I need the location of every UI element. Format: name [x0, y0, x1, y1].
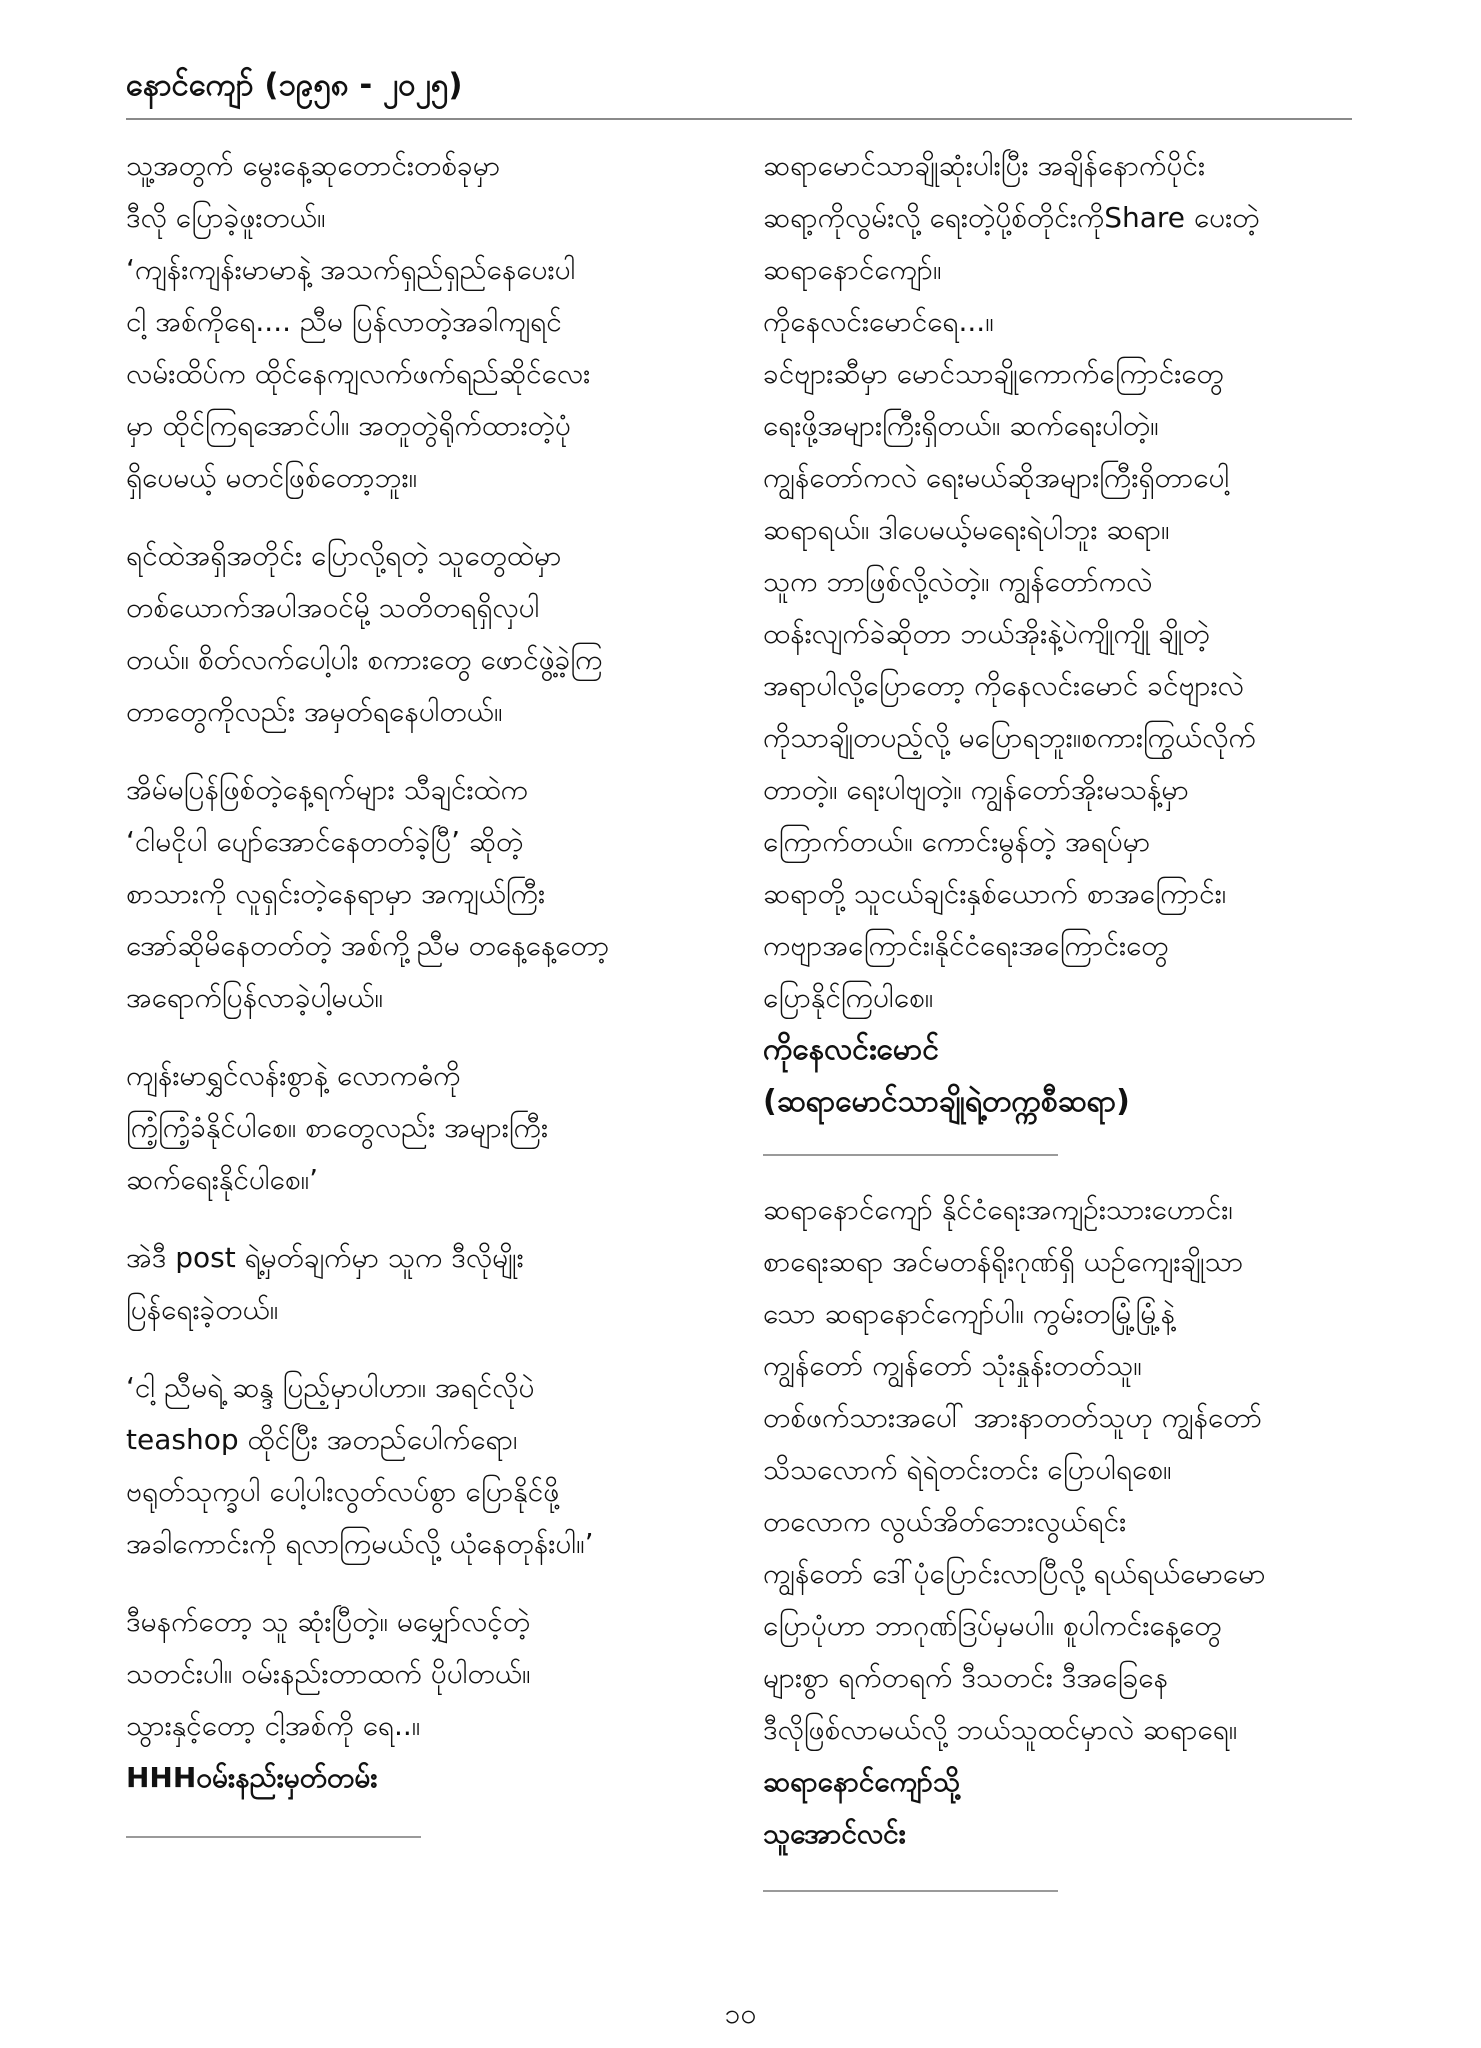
- text-line: ဆက်ရေးနိုင်ပါစေ။’: [126, 1163, 318, 1196]
- text-line: ကျန်းမာရွှင်လန်းစွာနဲ့ လောကဓံကို: [126, 1059, 461, 1092]
- text-line: တယ်။ စိတ်လက်ပေါ့ပါး စကားတွေ ဖောင်ဖွဲ့ခဲ့ကြ: [126, 643, 603, 676]
- paragraph-share-memory: [763, 140, 1363, 1128]
- text-line: ခင်ဗျားဆီမှာ မောင်သာချိုကောက်ကြောင်းတွေ: [763, 357, 1224, 390]
- section-divider: [763, 1890, 1058, 1892]
- text-line: တလောက လွယ်အိတ်ဘေးလွယ်ရင်း: [763, 1505, 1127, 1538]
- closing-dedication: ဆရာနောင်ကျော်သို့: [763, 1765, 961, 1798]
- text-line: ကြံ့ကြံ့ခံနိုင်ပါစေ။ စာတွေလည်း အများကြီး: [126, 1111, 549, 1144]
- text-line: အခါကောင်းကို ရလာကြမယ်လို့ ယုံနေတုန်းပါ။’: [126, 1527, 594, 1560]
- text-line: ကြောက်တယ်။ ကောင်းမွန်တဲ့ အရပ်မှာ: [763, 825, 1151, 858]
- running-header: နောင်ကျော် (၁၉၅၈ - ၂၀၂၅): [126, 67, 463, 103]
- text-line: ဆရာ့ကိုလွမ်းလို့ ရေးတဲ့ပို့စ်တိုင်းကိုShare ပေးတဲ့: [763, 201, 1260, 234]
- page-number: ၁၀: [724, 1997, 757, 2030]
- text-line: တစ်ဖက်သားအပေါ် အားနာတတ်သူဟု ကျွန်တော်: [763, 1401, 1263, 1434]
- text-line: ‘ငါမငိုပါ ပျော်အောင်နေတတ်ခဲ့ပြီ’ ဆိုတဲ့: [126, 825, 524, 858]
- text-line: အော်ဆိုမိနေတတ်တဲ့ အစ်ကို့ညီမ တနေ့နေ့တော့: [126, 929, 610, 962]
- english-word-post: post: [175, 1241, 236, 1274]
- text-line: ဒီလိုဖြစ်လာမယ်လို့ ဘယ်သူထင်မှာလဲ ဆရာရေ။: [763, 1713, 1238, 1746]
- text-line: ရေးဖို့အများကြီးရှိတယ်။ ဆက်ရေးပါတဲ့။: [763, 409, 1159, 442]
- text-line: တစ်ယောက်အပါအဝင်မို့ သတိတရရှိလှပါ: [126, 591, 540, 624]
- text-line: တာတွေကိုလည်း အမှတ်ရနေပါတယ်။: [126, 695, 503, 728]
- paragraph-farewell: [126, 1596, 716, 1804]
- text-line: ငါ့ အစ်ကိုရေ.... ညီမ ပြန်လာတဲ့အခါကျရင်: [126, 305, 562, 338]
- text-line: ‘ကျန်းကျန်းမာမာနဲ့ အသက်ရှည်ရှည်နေပေးပါ: [126, 253, 576, 286]
- text-line: မှာ ထိုင်ကြရအောင်ပါ။ အတူတွဲရိုက်ထားတဲ့ပုံ: [126, 409, 571, 442]
- text-line: [126, 1232, 716, 1284]
- section-divider: [126, 1836, 421, 1838]
- text-line: သွားနှင့်တော့ ငါ့အစ်ကို ရေ..။: [126, 1709, 421, 1742]
- paragraph-memories: [126, 530, 716, 738]
- author-affiliation: (ဆရာမောင်သာချိုရဲ့တက္ကစီဆရာ): [763, 1084, 1130, 1119]
- right-column: [763, 140, 1363, 1892]
- text-segment: ထိုင်ပြီး အတည်ပေါက်ရော၊: [238, 1423, 518, 1456]
- section-divider: [763, 1154, 1058, 1156]
- text-line: ကျွန်တော် ကျွန်တော် သုံးနှုန်းတတ်သူ။: [763, 1349, 1142, 1382]
- author-signature: HHHဝမ်းနည်းမှတ်တမ်း: [126, 1761, 378, 1794]
- paragraph-birthday-wish: [126, 140, 716, 504]
- text-segment: ရဲ့မှတ်ချက်မှာ သူက ဒီလိုမျိုး: [235, 1241, 524, 1274]
- text-line: အရောက်ပြန်လာခဲ့ပါ့မယ်။: [126, 981, 384, 1014]
- text-line: ကိုသာချိုတပည့်လို့ မပြောရဘူး။စကားကြွယ်လိုက်: [763, 721, 1256, 754]
- text-line: ဆရာမောင်သာချိုဆုံးပါးပြီး အချိန်နောက်ပိုင်း: [763, 149, 1206, 182]
- text-line: ဒီမနက်တော့ သူ ဆုံးပြီတဲ့။ မမျှော်လင့်တဲ့: [126, 1605, 531, 1638]
- text-line: [126, 1414, 716, 1466]
- paragraph-song-lyrics: [126, 764, 716, 1024]
- text-line: ပြန်ရေးခဲ့တယ်။: [126, 1293, 279, 1326]
- text-line: ရှိပေမယ့် မတင်ဖြစ်တော့ဘူး။: [126, 461, 418, 494]
- text-line: ဆရာရယ်။ ဒါပေမယ့်မရေးရဲပါဘူး ဆရာ။: [763, 513, 1170, 546]
- text-line: ကိုနေလင်းမောင်ရေ...။: [763, 305, 994, 338]
- text-line: ကျွန်တော် ဒေါ်ပုံပြောင်းလာပြီလို့ ရယ်ရယ်မောမော: [763, 1557, 1266, 1590]
- text-segment: အဲဒီ: [126, 1241, 176, 1274]
- text-line: ဒီလို ပြောခဲ့ဖူးတယ်။: [126, 201, 326, 234]
- text-line: ပြောနိုင်ကြပါစေ။: [763, 981, 934, 1014]
- text-line: သိသလောက် ရဲရဲတင်းတင်း ပြောပါရစေ။: [763, 1453, 1172, 1486]
- text-line: ဗရုတ်သုက္ခပါ ပေါ့ပါးလွတ်လပ်စွာ ပြောနိုင်ဖို့: [126, 1475, 560, 1508]
- text-line: ပြောပုံဟာ ဘာဂုဏ်ဒြပ်မှမပါ။ စူပါကင်းနေ့တွေ: [763, 1609, 1222, 1642]
- text-line: ‘ငါ့ ညီမရဲ့ ဆန္ဒ ပြည့်မှာပါဟာ။ အရင်လိုပဲ: [126, 1371, 535, 1404]
- author-signature: သူအောင်လင်း: [763, 1817, 906, 1850]
- text-line: ဆရာနောင်ကျော်။: [763, 253, 942, 286]
- text-line: စာရေးဆရာ အင်မတန်ရိုးဂုဏ်ရှိ ယဉ်ကျေးချိုသာ: [763, 1245, 1244, 1278]
- author-signature: ကိုနေလင်းမောင်: [763, 1032, 939, 1067]
- text-line: ကဗျာအကြောင်း၊နိုင်ငံရေးအကြောင်းတွေ: [763, 929, 1169, 962]
- text-line: လမ်းထိပ်က ထိုင်နေကျလက်ဖက်ရည်ဆိုင်လေး: [126, 357, 591, 390]
- text-line: ဆရာနောင်ကျော် နိုင်ငံရေးအကျဉ်းသားဟောင်း၊: [763, 1193, 1233, 1226]
- text-line: အရာပါလို့ပြောတော့ ကိုနေလင်းမောင် ခင်ဗျားလဲ: [763, 669, 1244, 702]
- text-line: များစွာ ရက်တရက် ဒီသတင်း ဒီအခြေနေ: [763, 1661, 1169, 1694]
- paragraph-well-wishes: [126, 1050, 716, 1206]
- text-line: သော ဆရာနောင်ကျော်ပါ။ ကွမ်းတမြုံ့မြုံ့နဲ့: [763, 1297, 1176, 1330]
- paragraph-post-comment-intro: [126, 1232, 716, 1336]
- text-line: ကျွန်တော်ကလဲ ရေးမယ်ဆိုအများကြီးရှိတာပေါ့: [763, 461, 1230, 494]
- header-divider: [126, 118, 1352, 120]
- english-word-teashop: teashop: [126, 1423, 239, 1456]
- paragraph-reply-quote: [126, 1362, 716, 1570]
- paragraph-tribute: [763, 1184, 1363, 1860]
- text-line: စာသားကို လူရှင်းတဲ့နေရာမှာ အကျယ်ကြီး: [126, 877, 546, 910]
- text-line: သူ့အတွက် မွေးနေ့ဆုတောင်းတစ်ခုမှာ: [126, 149, 501, 182]
- text-line: ထန်းလျက်ခဲဆိုတာ ဘယ်အိုးနဲ့ပဲကျိုကျို ချိုတဲ့: [763, 617, 1210, 650]
- text-line: သတင်းပါ။ ဝမ်းနည်းတာထက် ပိုပါတယ်။: [126, 1657, 531, 1690]
- text-line: တာတဲ့။ ရေးပါဗျတဲ့။ ကျွန်တော်အိုးမသန့်မှာ: [763, 773, 1189, 806]
- left-column: [126, 140, 716, 1838]
- text-line: သူက ဘာဖြစ်လို့လဲတဲ့။ ကျွန်တော်ကလဲ: [763, 565, 1153, 598]
- text-line: ရင်ထဲအရှိအတိုင်း ပြောလို့ရတဲ့ သူတွေထဲမှာ: [126, 539, 562, 572]
- text-line: အိမ်မပြန်ဖြစ်တဲ့နေ့ရက်များ သီချင်းထဲက: [126, 773, 529, 806]
- text-line: ဆရာတို့ သူငယ်ချင်းနှစ်ယောက် စာအကြောင်း၊: [763, 877, 1227, 910]
